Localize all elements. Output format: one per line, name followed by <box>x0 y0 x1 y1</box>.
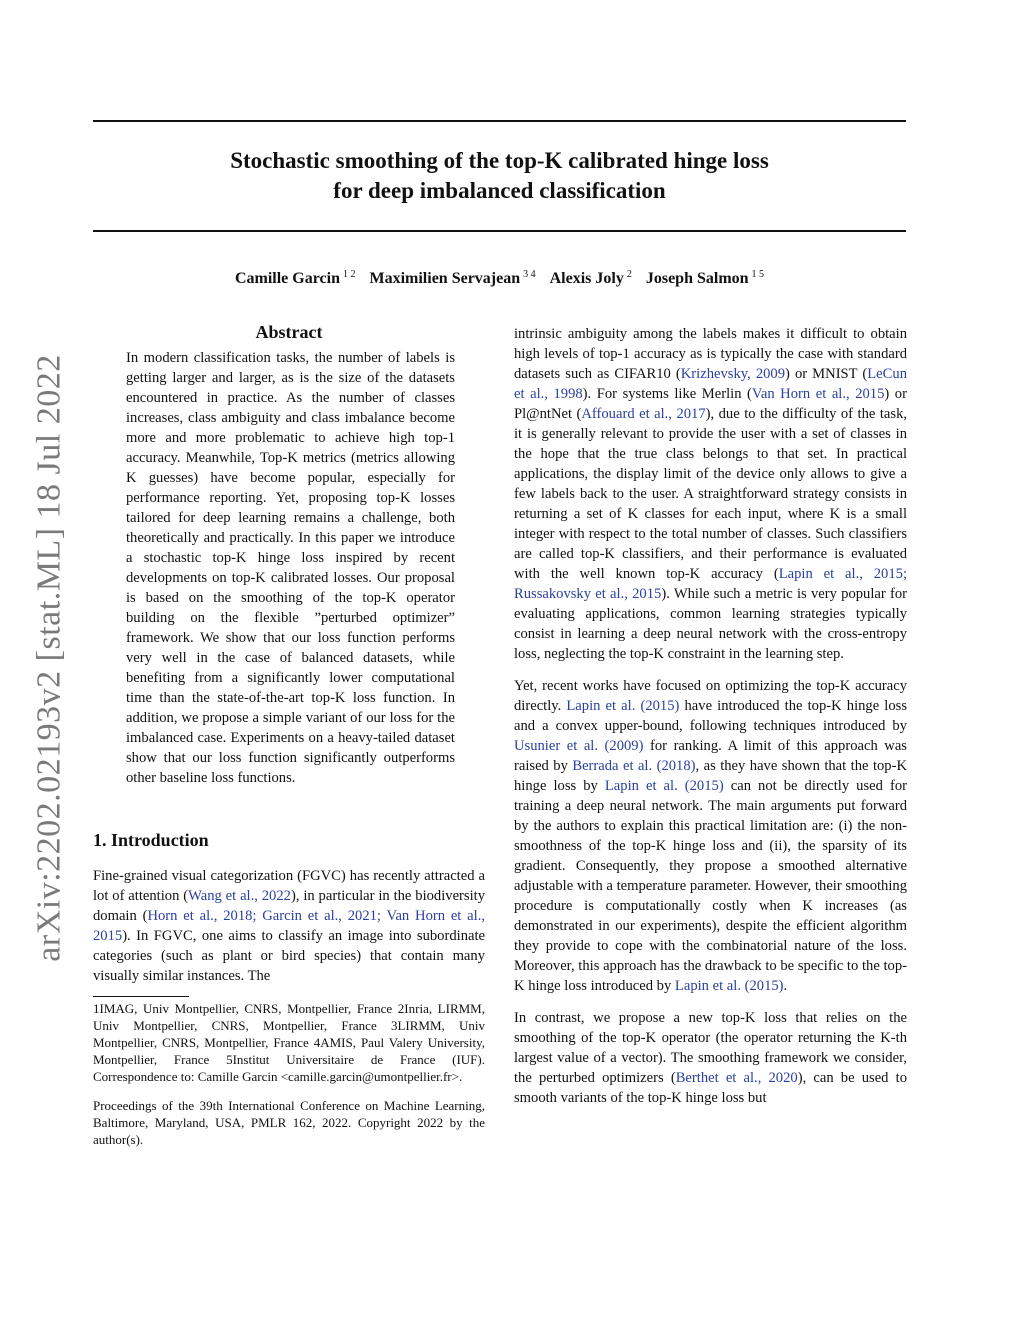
citation-link[interactable]: Lapin et al. (2015) <box>566 698 680 714</box>
citation-link[interactable]: Lapin et al., 2015; Russakovsky et al., 2015 <box>514 566 908 602</box>
abstract-heading: Abstract <box>255 322 323 342</box>
paper-title-line-1: Stochastic smoothing of the top-K calibrated hinge loss <box>230 148 769 173</box>
citation-link[interactable]: Usunier et al. (2009) <box>514 738 644 754</box>
body-paragraph: In contrast, we propose a new top-K loss that relies on the smoothing of the top-K operator (the operator returning the K-th largest value of a vector). The smoothing framework we consider, the perturbed optimizers (Berthet et al., 2020), can be used to smooth variants of the top-K hinge loss but <box>514 1010 907 1106</box>
citation-link[interactable]: Wang et al., 2022 <box>188 888 291 904</box>
abstract-text: In modern classification tasks, the number of labels is getting larger and larger, as is the size of the datasets encountered in practice. As the number of classes increases, class ambiguity and class imbalance become more and more problematic to achieve high top-1 accuracy. Meanwhile, Top-K metrics (metrics allowing K guesses) have become popular, especially for performance reporting. Yet, proposing top-K losses tailored for deep learning remains a challenge, both theoretically and practically. In this paper we introduce a stochastic top-K hinge loss inspired by recent developments on top-K calibrated losses. Our proposal is based on the smoothing of the top-K operator building on the flexible ”perturbed optimizer” framework. We show that our loss function performs very well in the case of balanced datasets, while benefiting from a significantly lower computational time than the state-of-the-art top-K loss function. In addition, we propose a simple variant of our loss for the imbalanced case. Experiments on a heavy-tailed dataset show that our loss function significantly outperforms other baseline loss functions. <box>126 350 455 786</box>
paper-title-line-2: for deep imbalanced classification <box>333 178 666 203</box>
citation-link[interactable]: LeCun et al., 1998 <box>514 366 907 402</box>
author: Joseph Salmon $^{1 5}$ <box>645 269 765 288</box>
title-bottom-rule <box>93 230 906 232</box>
citation-link[interactable]: Lapin et al. (2015) <box>674 978 784 994</box>
author: Maximilien Servajean $^{3 4}$ <box>369 269 536 288</box>
author: Alexis Joly $^2$ <box>549 269 632 288</box>
citation-link[interactable]: Berthet et al., 2020 <box>675 1070 798 1086</box>
citation-link[interactable]: Horn et al., 2018; Garcin et al., 2021; Van Horn et al., 2015 <box>93 908 485 944</box>
footnote-rule <box>93 996 189 997</box>
citation-link[interactable]: Affouard et al., 2017 <box>581 406 706 422</box>
affiliations-footnote: 1IMAG, Univ Montpellier, CNRS, Montpellier, France 2Inria, LIRMM, Univ Montpellier, CNRS, Montpellier, France 3LIRMM, Univ Montpellier, CNRS, Montpellier, France 4AMIS, Paul Valery University, Montpellier, France 5Institut Universitaire de France (IUF). Correspondence to: Camille Garcin <camille.garcin@umontpellier.fr>. <box>93 1001 485 1084</box>
author-list <box>93 264 906 290</box>
section-heading-introduction: 1. Introduction <box>93 830 209 850</box>
citation-link[interactable]: Lapin et al. (2015) <box>604 778 724 794</box>
body-paragraph: Yet, recent works have focused on optimizing the top-K accuracy directly. Lapin et al. (2015) have introduced the top-K hinge loss and a convex upper-bound, following techniques introduced by Usunier et al. (2009) for ranking. A limit of this approach was raised by Berrada et al. (2018), as they have shown that the top-K hinge loss by Lapin et al. (2015) can not be directly used for training a deep neural network. The main arguments put forward by the authors to explain this practical limitation are: (i) the non-smoothness of the top-K hinge loss and (ii), the sparsity of its gradient. Consequently, they propose a smoothed alternative adjustable with a temperature parameter. However, their smoothing procedure is computationally costly when K increases (as demonstrated in our experiments), despite the efficient algorithm they provide to cope with the combinatorial nature of the loss. Moreover, this approach has the drawback to be specific to the top-K hinge loss introduced by Lapin et al. (2015). <box>514 678 908 994</box>
left-column <box>93 318 485 1161</box>
arxiv-stamp: arXiv:2202.02193v2 [stat.ML] 18 Jul 2022 <box>31 353 68 962</box>
body-paragraph: intrinsic ambiguity among the labels makes it difficult to obtain high levels of top-1 accuracy as is typically the case with standard datasets such as CIFAR10 (Krizhevsky, 2009) or MNIST (LeCun et al., 1998). For systems like Merlin (Van Horn et al., 2015) or Pl@ntNet (Affouard et al., 2017), due to the difficulty of the task, it is generally relevant to provide the user with a set of classes in the hope that the true class belongs to that set. In practical applications, the display limit of the device only allows to give a few labels back to the user. A straightforward strategy consists in returning a set of K classes for each input, where K is a small integer with respect to the total number of classes. Such classifiers are called top-K classifiers, and their performance is evaluated with the well known top-K accuracy (Lapin et al., 2015; Russakovsky et al., 2015). While such a metric is very popular for evaluating applications, common learning strategies typically consist in learning a deep neural network with the cross-entropy loss, neglecting the top-K constraint in the learning step. <box>514 326 908 662</box>
right-column <box>514 324 907 1120</box>
proceedings-note: Proceedings of the 39th International Conference on Machine Learning, Baltimore, Maryland, USA, PMLR 162, 2022. Copyright 2022 by the author(s). <box>93 1098 485 1147</box>
title-top-rule <box>93 120 906 122</box>
intro-paragraph: Fine-grained visual categorization (FGVC) has recently attracted a lot of attention (Wang et al., 2022), in particular in the biodiversity domain (Horn et al., 2018; Garcin et al., 2021; Van Horn et al., 2015). In FGVC, one aims to classify an image into subordinate categories (such as plant or bird species) that contain many visually similar instances. The <box>93 868 485 984</box>
citation-link[interactable]: Van Horn et al., 2015 <box>751 386 885 402</box>
author: Camille Garcin $^{1 2}$ <box>234 269 356 288</box>
citation-link[interactable]: Krizhevsky, 2009 <box>680 366 786 382</box>
citation-link[interactable]: Berrada et al. (2018) <box>572 758 696 774</box>
